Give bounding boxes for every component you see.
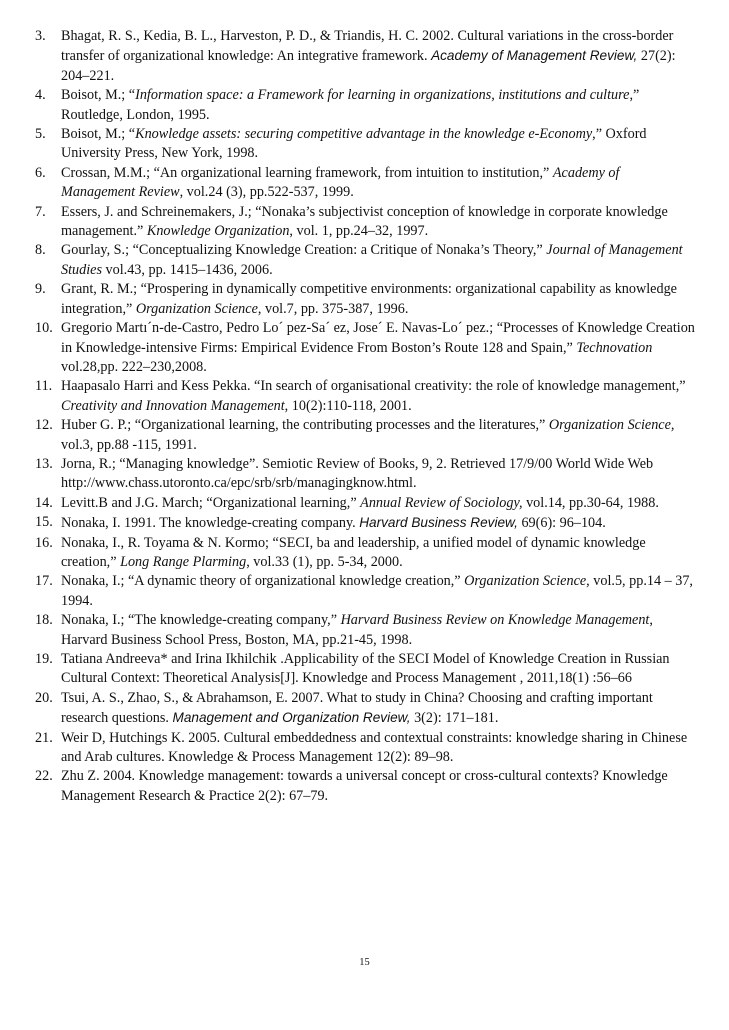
reference-title: Academy of Management Review — [61, 164, 620, 201]
reference-number: 20. — [35, 689, 53, 706]
reference-text — [61, 651, 670, 686]
reference-segment: Tsui, A. S., Zhao, S., & Abrahamson, E. 2007. What to study in China? Choosing and crafting important research questions. — [61, 689, 653, 727]
reference-segment: Levitt.B and J.G. March; “Organizational learning,” — [61, 494, 361, 511]
reference-title: Organization Science — [135, 300, 258, 317]
reference-segment: Boisot, M.; “ — [61, 126, 136, 143]
reference-segment: , 10(2):110-118, 2001. — [284, 397, 412, 414]
reference-number: 4. — [35, 87, 46, 104]
reference-segment: Nonaka, I.; “A dynamic theory of organizational knowledge creation,” — [61, 573, 465, 590]
reference-title: Management and Organization Review, — [172, 710, 411, 726]
reference-number: 22. — [35, 768, 53, 785]
reference-segment: Jorna, R.; “Managing knowledge”. Semiotic Review of Books, 9, 2. Retrieved 17/9/00 World Wide Web http://www.chass.utoronto.ca/epc/srb/srb/managingknow.html. — [61, 455, 654, 492]
reference-segment: ,” Routledge, London, 1995. — [61, 87, 640, 123]
reference-text — [61, 515, 606, 531]
reference-text — [61, 768, 668, 803]
reference-number: 19. — [35, 651, 53, 667]
reference-number: 11. — [35, 378, 53, 395]
reference-segment: 3(2): 171–181. — [410, 710, 499, 727]
reference-segment: , vol.33 (1), pp. 5-34, 2000. — [246, 553, 403, 570]
reference-number: 13. — [35, 455, 53, 472]
reference-title: Annual Review of Sociology, — [360, 494, 523, 511]
reference-text — [61, 87, 639, 122]
reference-segment: Crossan, M.M.; “An organizational learning framework, from intuition to institution,” — [61, 164, 553, 181]
reference-item — [35, 611, 695, 650]
reference-segment: ,” Oxford University Press, New York, 1998. — [61, 126, 647, 162]
reference-text — [61, 573, 693, 608]
reference-segment: , vol.24 (3), pp.522-537, 1999. — [179, 184, 354, 201]
reference-item — [35, 729, 695, 768]
reference-title: Knowledge Organization — [146, 223, 290, 240]
reference-title: Journal of Management Studies — [61, 242, 683, 278]
reference-segment: 69(6): 96–104. — [517, 515, 606, 532]
reference-title: Harvard Business Review, — [359, 515, 518, 531]
reference-title: Technovation — [576, 339, 653, 356]
reference-item — [35, 650, 695, 689]
reference-segment: Weir D, Hutchings K. 2005. Cultural embeddedness and contextual constraints: knowledge sharing in Chinese and Arab cultures. Knowledge & Process Management 12(2): 89–98. — [61, 729, 688, 766]
reference-segment: Tatiana Andreeva* and Irina Ikhilchik .Applicability of the SECI Model of Knowledge Creation in Russian Cultural Context: Theoretical Analysis[J]. Knowledge and Process Management , 2011,18(1) :56–66 — [61, 651, 670, 687]
reference-text — [61, 320, 695, 375]
reference-item — [35, 455, 695, 494]
reference-item — [35, 203, 695, 242]
reference-segment: Gourlay, S.; “Conceptualizing Knowledge Creation: a Critique of Nonaka’s Theory,” — [61, 242, 547, 259]
reference-title: Knowledge assets: securing competitive advantage in the knowledge e-Economy — [135, 126, 593, 143]
reference-segment: vol.14, pp.30-64, 1988. — [522, 494, 659, 511]
reference-segment: Nonaka, I., R. Toyama & N. Kormo; “SECI, ba and leadership, a unified model of dynamic knowledge creation,” — [61, 534, 646, 570]
reference-number: 21. — [35, 729, 53, 746]
reference-item — [35, 377, 695, 416]
reference-segment: Boisot, M.; “ — [61, 87, 136, 104]
reference-text — [61, 281, 677, 316]
reference-segment: Huber G. P.; “Organizational learning, the contributing processes and the literatures,” — [61, 417, 549, 434]
reference-number: 5. — [35, 126, 46, 143]
reference-item — [35, 689, 695, 729]
reference-segment: Zhu Z. 2004. Knowledge management: towards a universal concept or cross-cultural contexts? Knowledge Management Research & Practice 2(2): 67–79. — [61, 768, 668, 804]
reference-text — [61, 28, 676, 84]
reference-text — [61, 495, 659, 511]
reference-text — [61, 730, 687, 765]
reference-segment: Essers, J. and Schreinemakers, J.; “Nonaka’s subjectivist conception of knowledge in corporate knowledge management.” — [61, 203, 668, 240]
reference-title: Harvard Business Review on Knowledge Management — [340, 612, 650, 629]
reference-item — [35, 416, 695, 455]
reference-segment: , vol.5, pp.14 – 37, 1994. — [61, 573, 693, 609]
page-number: 15 — [359, 957, 370, 968]
reference-item — [35, 534, 695, 573]
reference-segment: Nonaka, I.; “The knowledge-creating company,” — [61, 612, 341, 629]
reference-item — [35, 280, 695, 319]
reference-title: Information space: a Framework for learning in organizations, institutions and culture — [135, 87, 630, 104]
reference-item — [35, 572, 695, 611]
reference-title: Academy of Management Review, — [431, 48, 638, 64]
reference-item — [35, 494, 695, 513]
reference-item — [35, 125, 695, 164]
reference-text — [61, 165, 619, 200]
reference-text — [61, 690, 653, 726]
reference-text — [61, 204, 668, 239]
reference-segment: Bhagat, R. S., Kedia, B. L., Harveston, P. D., & Triandis, H. C. 2002. Cultural variations in the cross-border transfer of organizational knowledge: An integrative framework. — [61, 28, 674, 65]
reference-segment: , Harvard Business School Press, Boston, MA, pp.21-45, 1998. — [61, 612, 653, 648]
reference-number: 3. — [35, 28, 46, 44]
reference-number: 17. — [35, 573, 53, 590]
reference-segment: vol.43, pp. 1415–1436, 2006. — [101, 261, 273, 278]
reference-item — [35, 319, 695, 377]
reference-segment: vol.28,pp. 222–230,2008. — [61, 358, 207, 375]
reference-number: 10. — [35, 320, 53, 337]
reference-item — [35, 241, 695, 280]
reference-text — [61, 126, 647, 161]
reference-text — [61, 378, 686, 413]
reference-item — [35, 86, 695, 125]
reference-segment: Gregorio Martı´n-de-Castro, Pedro Lo´ pez-Sa´ ez, Jose´ E. Navas-Lo´ pez.; “Processes of Knowledge Creation in Knowledge-intensive Firms: Empirical Evidence From Boston’s Route 128 and Spain,” — [61, 320, 695, 356]
reference-item — [35, 164, 695, 203]
reference-segment: vol.3, pp.88 -115, 1991. — [61, 436, 197, 453]
reference-segment: Haapasalo Harri and Kess Pekka. “In search of organisational creativity: the role of knowledge management,” — [61, 378, 686, 395]
reference-number: 12. — [35, 417, 53, 434]
reference-item — [35, 767, 695, 806]
reference-number: 18. — [35, 612, 53, 629]
reference-title: Organization Science — [464, 573, 587, 590]
reference-title: Long Range Plarming — [120, 553, 247, 570]
reference-list — [35, 27, 695, 806]
reference-text — [61, 456, 653, 491]
reference-segment: Grant, R. M.; “Prospering in dynamically competitive environments: organizational capability as knowledge integration,” — [61, 281, 677, 317]
reference-title: Organization Science, — [548, 417, 675, 434]
reference-number: 16. — [35, 534, 53, 551]
reference-item — [35, 513, 695, 533]
reference-text — [61, 417, 674, 452]
reference-item — [35, 27, 695, 86]
reference-segment: 27(2): 204–221. — [61, 48, 676, 84]
reference-number: 14. — [35, 494, 53, 511]
reference-number: 6. — [35, 164, 46, 181]
reference-text — [61, 535, 646, 570]
reference-number: 9. — [35, 281, 46, 298]
reference-segment: Nonaka, I. 1991. The knowledge-creating company. — [61, 515, 360, 532]
reference-segment: , vol.7, pp. 375-387, 1996. — [257, 300, 409, 317]
reference-number: 15. — [35, 514, 53, 531]
reference-title: Creativity and Innovation Management — [61, 397, 285, 414]
reference-segment: , vol. 1, pp.24–32, 1997. — [289, 223, 429, 240]
reference-text — [61, 242, 683, 277]
reference-text — [61, 612, 653, 647]
reference-number: 8. — [35, 242, 46, 259]
reference-number: 7. — [35, 203, 46, 220]
